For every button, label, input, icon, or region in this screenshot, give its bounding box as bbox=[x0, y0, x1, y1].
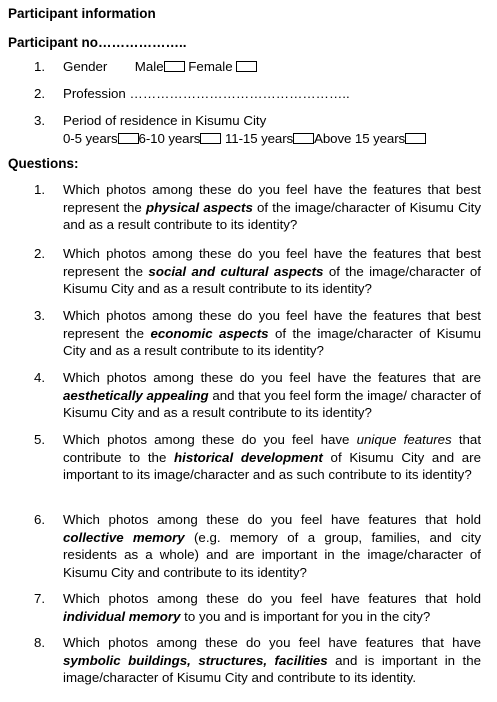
question-number: 6. bbox=[34, 512, 46, 527]
residence-11-15-checkbox[interactable] bbox=[293, 133, 314, 144]
emphasis: collective memory bbox=[63, 529, 185, 545]
question-text: Which photos among these do you feel have the features that best represent the economic aspects of the image/character of Kisumu City and as a result contribute to its identity? bbox=[63, 308, 481, 359]
emphasis: economic aspects bbox=[150, 325, 269, 341]
emphasis: social and cultural aspects bbox=[148, 263, 324, 279]
question-number: 7. bbox=[34, 591, 46, 606]
emphasis: symbolic buildings, structures, facilities bbox=[63, 652, 328, 668]
question-text: Which photos among these do you feel have features that have symbolic buildings, structures, facilities and is important in the image/character of Kisumu City and contribute to its identity. bbox=[63, 635, 481, 686]
residence-6-10-checkbox[interactable] bbox=[200, 133, 221, 144]
residence-label: Period of residence in Kisumu City bbox=[63, 113, 267, 128]
emphasis: physical aspects bbox=[145, 199, 253, 215]
question-number: 2. bbox=[34, 246, 46, 261]
participant-number-field[interactable]: Participant no……………….. bbox=[8, 35, 187, 50]
residence-above-15-checkbox[interactable] bbox=[405, 133, 426, 144]
residence-option-11-15: 11-15 years bbox=[224, 131, 294, 146]
gender-option-female: Female bbox=[188, 59, 233, 74]
residence-option-above-15: Above 15 years bbox=[314, 131, 406, 146]
gender-label: Gender bbox=[63, 59, 108, 74]
question-number: 4. bbox=[34, 370, 46, 385]
male-checkbox[interactable] bbox=[164, 61, 185, 72]
emphasis: individual memory bbox=[63, 608, 181, 624]
question-text: Which photos among these do you feel have unique features that contribute to the historical development of Kisumu City and are important to its image/character and as such contribute to its identity? bbox=[63, 432, 482, 483]
profession-field[interactable]: Profession ………………………………………….. bbox=[63, 86, 350, 101]
question-text: Which photos among these do you feel have the features that are aesthetically appealing and that you feel form the image/ character of Kisumu City and as a result contribute to its identity? bbox=[63, 370, 481, 421]
questions-heading: Questions: bbox=[8, 156, 79, 171]
question-number: 1. bbox=[34, 182, 46, 197]
gender-option-male: Male bbox=[134, 59, 164, 74]
italic-emphasis: unique features bbox=[356, 432, 452, 447]
residence-option-0-5: 0-5 years bbox=[63, 131, 118, 146]
residence-option-6-10: 6-10 years bbox=[138, 131, 201, 146]
question-text: Which photos among these do you feel have features that hold individual memory to you and is important for you in the city? bbox=[63, 591, 481, 624]
field-number: 2. bbox=[34, 86, 46, 101]
field-number: 3. bbox=[34, 113, 46, 128]
question-number: 3. bbox=[34, 308, 46, 323]
question-text: Which photos among these do you feel have the features that best represent the social and cultural aspects of the image/character of Kisumu City and as a result contribute to its identity? bbox=[63, 246, 481, 297]
emphasis: historical development bbox=[174, 449, 323, 465]
question-number: 8. bbox=[34, 635, 46, 650]
field-number: 1. bbox=[34, 59, 46, 74]
residence-0-5-checkbox[interactable] bbox=[118, 133, 139, 144]
participant-info-heading: Participant information bbox=[8, 6, 156, 21]
question-number: 5. bbox=[34, 432, 46, 447]
question-text: Which photos among these do you feel have the features that best represent the physical aspects of the image/character of Kisumu City and as a result contribute to its identity? bbox=[63, 182, 481, 233]
female-checkbox[interactable] bbox=[236, 61, 257, 72]
emphasis: aesthetically appealing bbox=[63, 387, 209, 403]
question-text: Which photos among these do you feel have features that hold collective memory (e.g. memory of a group, families, and city residents as a whole) and are important in the image/character of Kisumu City and contribute to its identity? bbox=[63, 512, 481, 580]
